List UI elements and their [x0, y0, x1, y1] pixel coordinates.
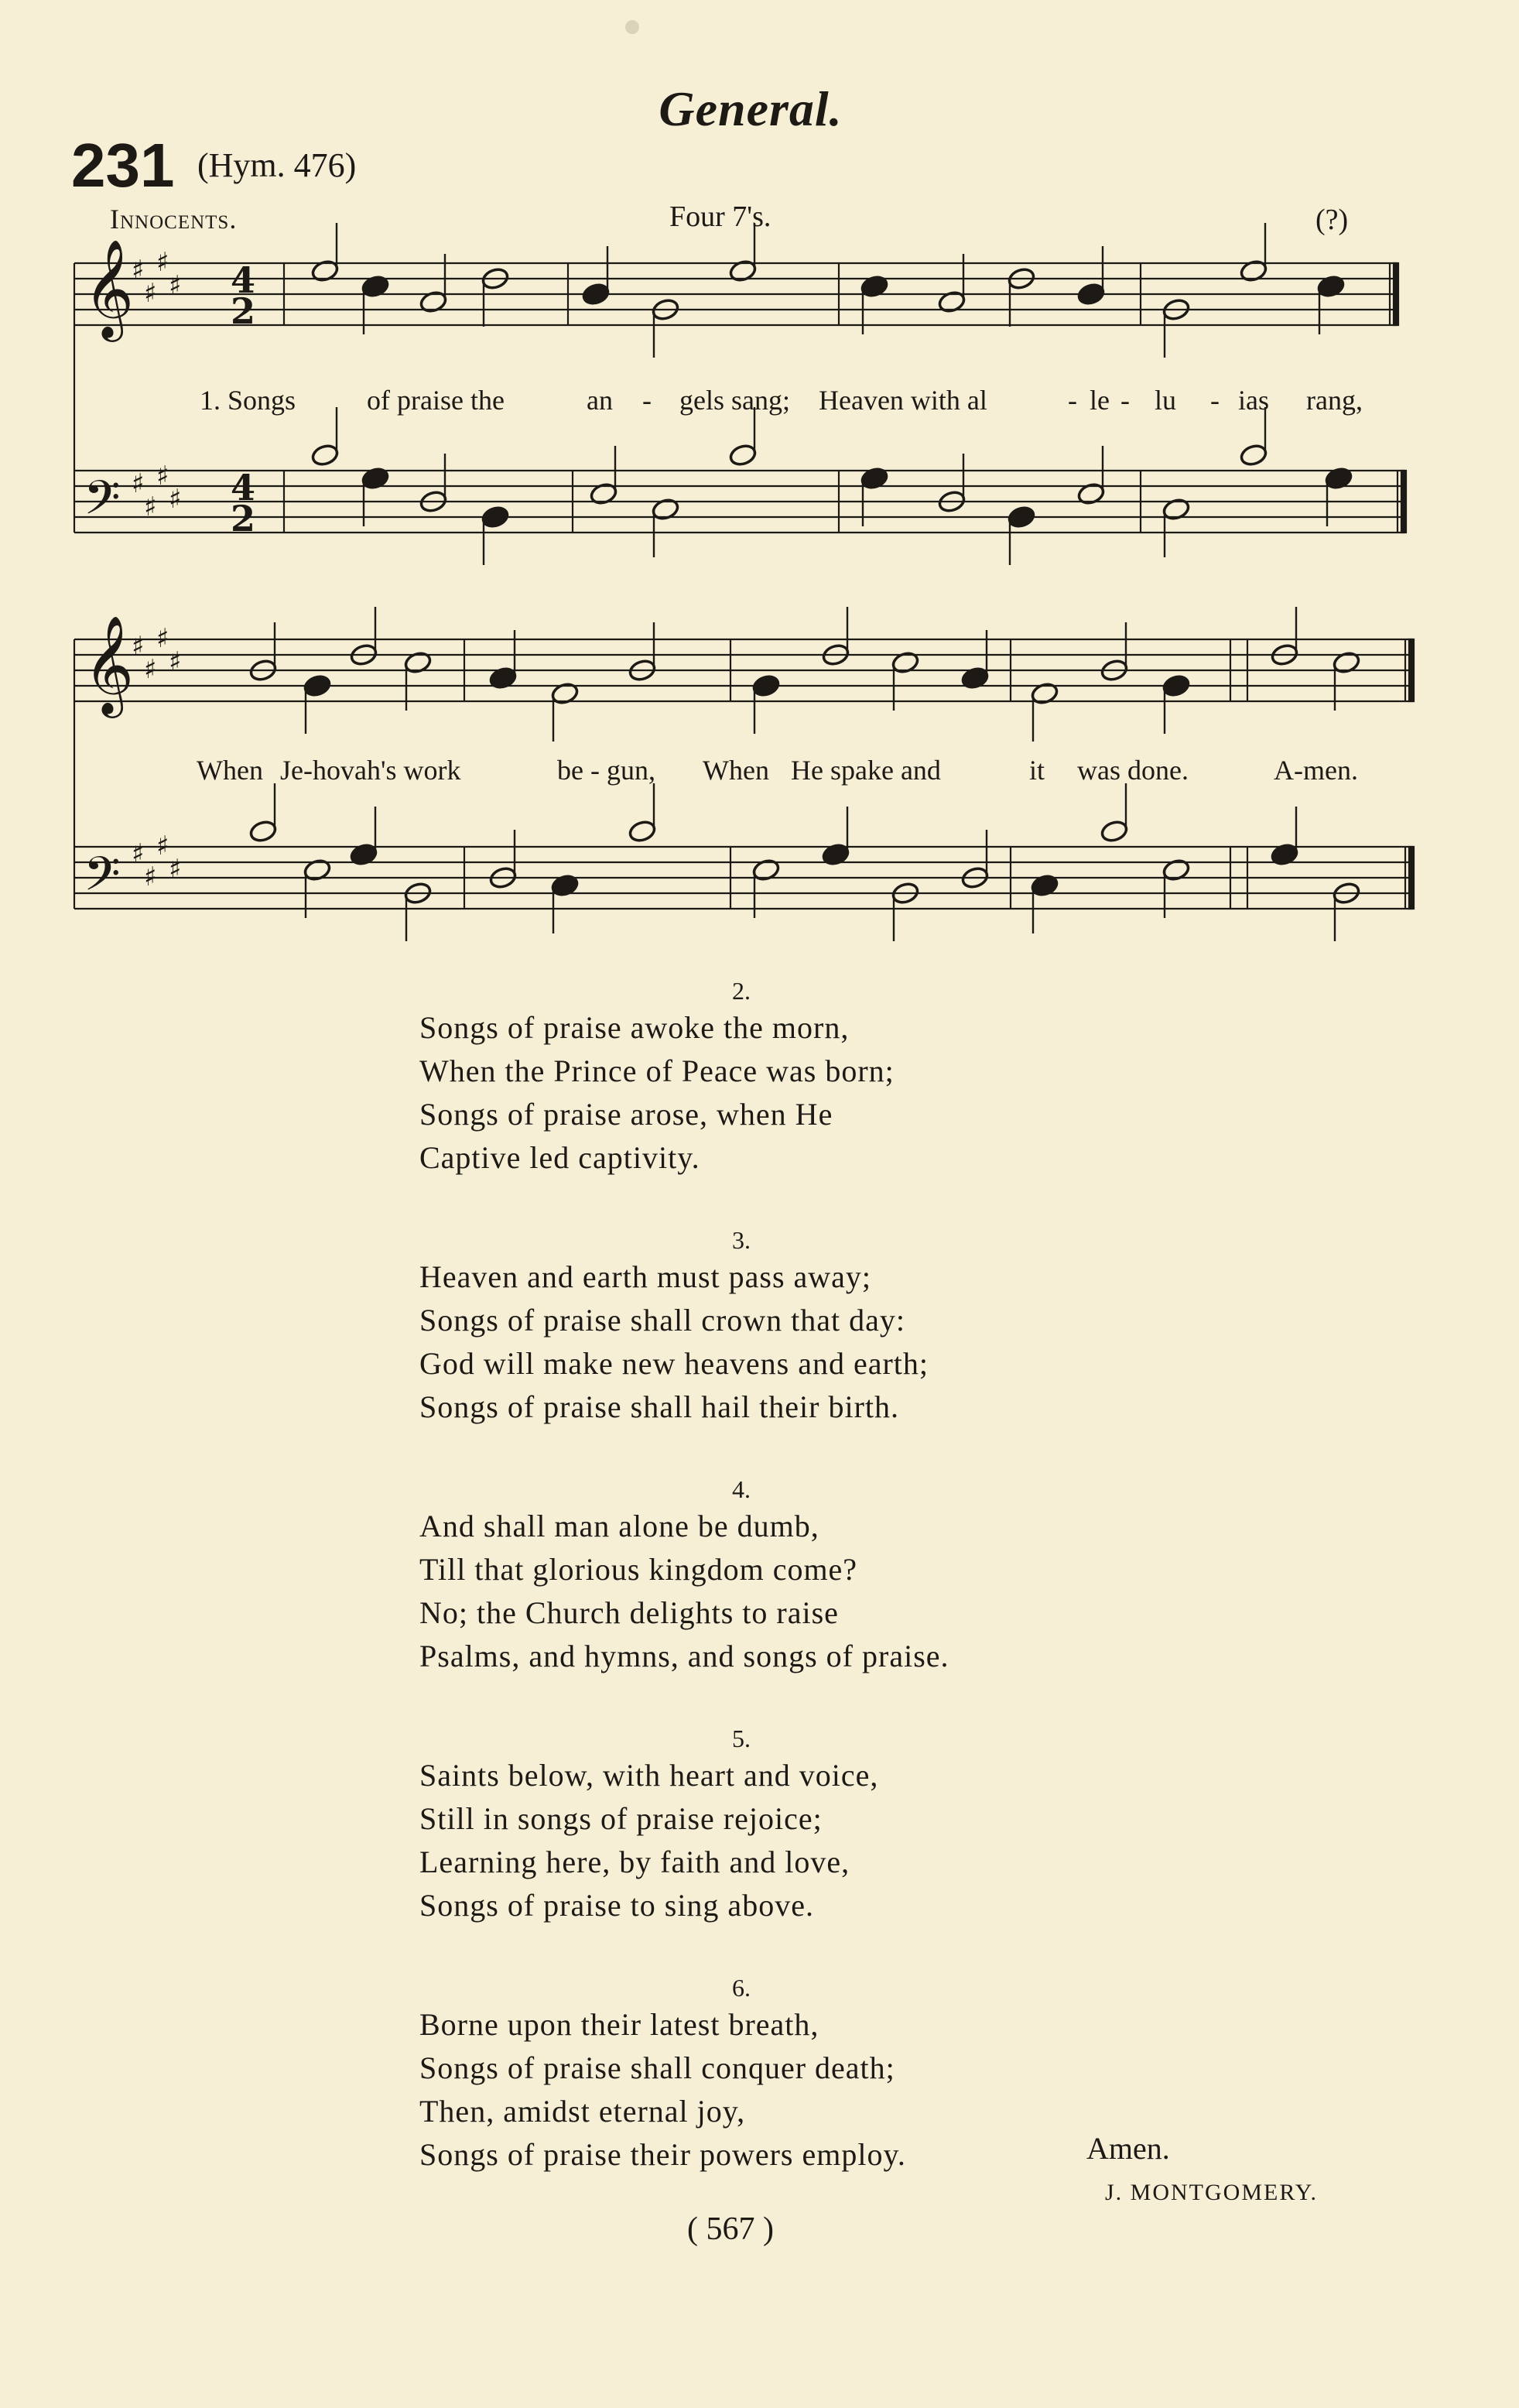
- verse-number: 6.: [732, 1974, 751, 2002]
- verse-line: God will make new heavens and earth;: [419, 1346, 929, 1381]
- lyric-syllable: -: [1120, 385, 1130, 416]
- lyric-syllable: rang,: [1306, 385, 1363, 416]
- note-head: [303, 673, 332, 698]
- verse-line: When the Prince of Peace was born;: [419, 1053, 895, 1088]
- key-signature: ♯: [132, 255, 145, 286]
- key-signature: ♯: [144, 861, 157, 892]
- lyric-syllable: ias: [1238, 385, 1269, 416]
- meter: Four 7's.: [669, 200, 771, 233]
- lyric-syllable: of praise the: [367, 385, 505, 416]
- note-head: [1007, 505, 1036, 529]
- verse-line: Songs of praise arose, when He: [419, 1097, 833, 1132]
- key-signature: ♯: [156, 623, 169, 654]
- key-signature: ♯: [144, 278, 157, 309]
- key-signature: ♯: [144, 654, 157, 685]
- verse-number: 4.: [732, 1475, 751, 1503]
- note-head: [1239, 443, 1268, 468]
- lyric-syllable: it: [1029, 755, 1045, 786]
- note-head: [310, 443, 340, 468]
- treble-clef: 𝄞: [84, 615, 135, 714]
- key-signature: ♯: [169, 854, 182, 885]
- time-signature: 4: [231, 467, 256, 509]
- key-signature: ♯: [169, 646, 182, 677]
- tune-query: (?): [1315, 204, 1349, 236]
- key-signature: ♯: [156, 247, 169, 278]
- tune-name: Innocents.: [110, 204, 238, 235]
- final-barline: [1409, 847, 1414, 909]
- key-signature: ♯: [144, 492, 157, 522]
- lyric-syllable: When: [703, 755, 769, 786]
- verse-line: Still in songs of praise rejoice;: [419, 1801, 823, 1836]
- note-head: [1100, 819, 1129, 844]
- note-head: [751, 673, 781, 698]
- key-signature: ♯: [132, 468, 145, 499]
- lyric-syllable: He spake and: [791, 755, 941, 786]
- verse-line: Learning here, by faith and love,: [419, 1845, 850, 1879]
- key-signature: ♯: [156, 461, 169, 492]
- time-signature: 4: [231, 259, 256, 301]
- verse-line: No; the Church delights to raise: [419, 1595, 839, 1630]
- verse-line: And shall man alone be dumb,: [419, 1509, 819, 1543]
- amen: Amen.: [1086, 2131, 1170, 2166]
- note-head: [728, 443, 758, 468]
- note-head: [248, 819, 278, 844]
- time-signature: 2: [231, 290, 256, 332]
- final-barline: [1394, 263, 1398, 325]
- lyric-syllable: lu: [1155, 385, 1177, 416]
- note-head: [481, 505, 510, 529]
- verse-line: Then, amidst eternal joy,: [419, 2094, 746, 2129]
- verse-number: 3.: [732, 1226, 751, 1254]
- lyric-syllable: -: [642, 385, 652, 416]
- lyric-syllable: 1. Songs: [200, 385, 296, 416]
- key-signature: ♯: [156, 831, 169, 861]
- note-head: [581, 282, 611, 307]
- verse-number: 2.: [732, 977, 751, 1005]
- verse-line: Songs of praise shall hail their birth.: [419, 1389, 900, 1424]
- lyric-syllable: -: [1210, 385, 1220, 416]
- verse-line: Songs of praise shall crown that day:: [419, 1303, 905, 1338]
- note-head: [1076, 282, 1106, 307]
- verse-line: Saints below, with heart and voice,: [419, 1758, 879, 1793]
- author: J. MONTGOMERY.: [1105, 2180, 1318, 2205]
- verse-line: Captive led captivity.: [419, 1140, 700, 1175]
- hymn-number: 231: [71, 131, 175, 200]
- lyric-syllable: was done.: [1077, 755, 1189, 786]
- verse-line: Psalms, and hymns, and songs of praise.: [419, 1639, 949, 1673]
- verse-line: Songs of praise awoke the morn,: [419, 1010, 850, 1045]
- note-head: [1161, 673, 1191, 698]
- page-number: ( 567 ): [687, 2211, 774, 2247]
- lyric-syllable: an: [587, 385, 613, 416]
- key-signature: ♯: [132, 631, 145, 662]
- bass-clef: 𝄢: [84, 471, 121, 537]
- verse-line: Till that glorious kingdom come?: [419, 1552, 858, 1587]
- lyric-syllable: Je-hovah's work: [280, 755, 461, 786]
- verse-line: Songs of praise shall conquer death;: [419, 2050, 895, 2085]
- bass-clef: 𝄢: [84, 847, 121, 913]
- final-barline: [1409, 639, 1414, 701]
- lyric-syllable: be - gun,: [557, 755, 655, 786]
- verse-number: 5.: [732, 1725, 751, 1752]
- lyric-syllable: A-men.: [1274, 755, 1358, 786]
- music-score: [0, 0, 1519, 944]
- lyric-syllable: When: [197, 755, 263, 786]
- verse-line: Songs of praise to sing above.: [419, 1888, 814, 1923]
- key-signature: ♯: [169, 484, 182, 515]
- verse-line: Songs of praise their powers employ.: [419, 2137, 906, 2172]
- lyric-syllable: gels sang;: [679, 385, 790, 416]
- verse-line: Borne upon their latest breath,: [419, 2007, 819, 2042]
- key-signature: ♯: [132, 838, 145, 869]
- verse-line: Heaven and earth must pass away;: [419, 1259, 872, 1294]
- final-barline: [1401, 471, 1406, 533]
- key-signature: ♯: [169, 270, 182, 301]
- treble-clef: 𝄞: [84, 238, 135, 337]
- hymn-reference: (Hym. 476): [197, 146, 357, 184]
- lyric-syllable: le: [1090, 385, 1110, 416]
- section-title: General.: [659, 81, 843, 136]
- time-signature: 2: [231, 498, 256, 539]
- lyric-syllable: -: [1068, 385, 1077, 416]
- note-head: [628, 819, 657, 844]
- lyric-syllable: Heaven with al: [819, 385, 987, 416]
